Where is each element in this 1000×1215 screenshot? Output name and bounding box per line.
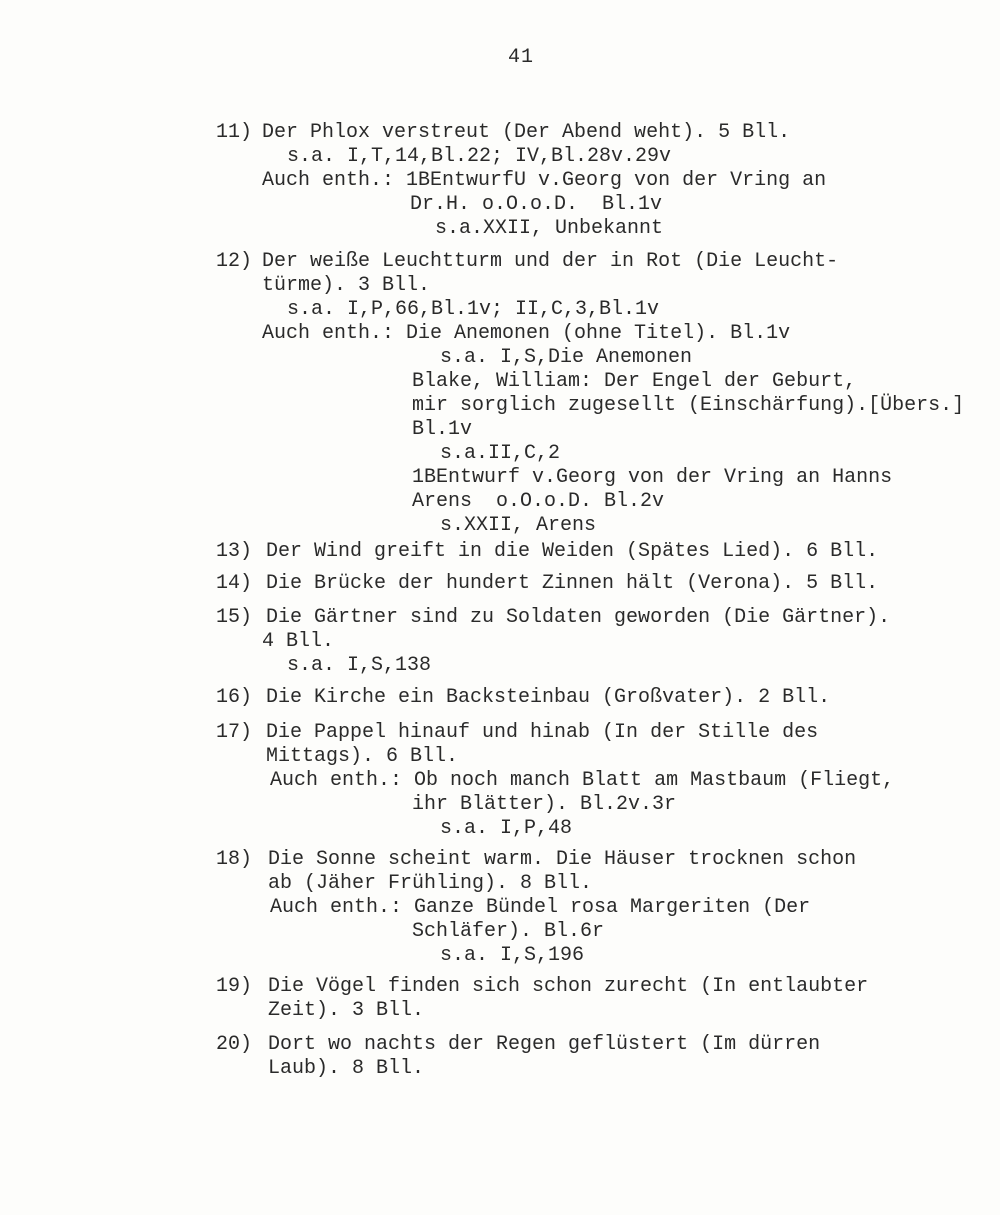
entry-line: Die Pappel hinauf und hinab (In der Stille des	[266, 721, 819, 744]
entry-number: 20)	[216, 1033, 253, 1056]
entry-number: 18)	[216, 848, 253, 871]
entry-line: ihr Blätter). Bl.2v.3r	[412, 793, 677, 816]
entry-line: Auch enth.: Ganze Bündel rosa Margeriten (Der	[270, 896, 811, 919]
entry-number: 13)	[216, 540, 253, 563]
entry-line: Der Phlox verstreut (Der Abend weht). 5 Bll.	[262, 121, 791, 144]
entry-number: 15)	[216, 606, 253, 629]
entry-line: Mittags). 6 Bll.	[266, 745, 459, 768]
entry-line: s.a.XXII, Unbekannt	[435, 217, 664, 240]
entry-line: s.a. I,P,48	[440, 817, 573, 840]
entry-number: 17)	[216, 721, 253, 744]
entry-line: Schläfer). Bl.6r	[412, 920, 605, 943]
entry-line: Dr.H. o.O.o.D. Bl.1v	[410, 193, 663, 216]
entry-line: Die Gärtner sind zu Soldaten geworden (Die Gärtner).	[266, 606, 891, 629]
entry-line: Bl.1v	[412, 418, 473, 441]
entry-line: s.a. I,S,138	[287, 654, 432, 677]
entry-line: Der weiße Leuchtturm und der in Rot (Die Leucht-	[262, 250, 839, 273]
entry-number: 19)	[216, 975, 253, 998]
entry-line: s.a. I,P,66,Bl.1v; II,C,3,Bl.1v	[287, 298, 660, 321]
entry-number: 12)	[216, 250, 253, 273]
entry-line: Blake, William: Der Engel der Geburt,	[412, 370, 857, 393]
entry-line: 1BEntwurf v.Georg von der Vring an Hanns	[412, 466, 893, 489]
entry-number: 14)	[216, 572, 253, 595]
entry-line: s.a. I,T,14,Bl.22; IV,Bl.28v.29v	[287, 145, 672, 168]
entry-line: Der Wind greift in die Weiden (Spätes Lied). 6 Bll.	[266, 540, 879, 563]
entry-line: s.a. I,S,196	[440, 944, 585, 967]
entry-line: Auch enth.: 1BEntwurfU v.Georg von der Vring an	[262, 169, 827, 192]
entry-line: Die Kirche ein Backsteinbau (Großvater). 2 Bll.	[266, 686, 831, 709]
entry-line: Die Vögel finden sich schon zurecht (In entlaubter	[268, 975, 869, 998]
entry-number: 11)	[216, 121, 253, 144]
entry-line: 4 Bll.	[262, 630, 335, 653]
entry-line: s.a. I,S,Die Anemonen	[440, 346, 693, 369]
entry-line: Laub). 8 Bll.	[268, 1057, 425, 1080]
entry-line: Auch enth.: Ob noch manch Blatt am Mastbaum (Fliegt,	[270, 769, 895, 792]
entry-line: Zeit). 3 Bll.	[268, 999, 425, 1022]
entry-line: s.a.II,C,2	[440, 442, 561, 465]
entry-line: Die Sonne scheint warm. Die Häuser trocknen schon	[268, 848, 857, 871]
entry-line: Die Brücke der hundert Zinnen hält (Verona). 5 Bll.	[266, 572, 879, 595]
entry-line: ab (Jäher Frühling). 8 Bll.	[268, 872, 593, 895]
entry-line: mir sorglich zugesellt (Einschärfung).[Übers.]	[412, 394, 965, 417]
entry-line: Auch enth.: Die Anemonen (ohne Titel). Bl.1v	[262, 322, 791, 345]
entry-number: 16)	[216, 686, 253, 709]
entry-line: s.XXII, Arens	[440, 514, 597, 537]
entry-line: Arens o.O.o.D. Bl.2v	[412, 490, 665, 513]
entry-line: türme). 3 Bll.	[262, 274, 431, 297]
page-number: 41	[508, 46, 535, 69]
entry-line: Dort wo nachts der Regen geflüstert (Im dürren	[268, 1033, 821, 1056]
